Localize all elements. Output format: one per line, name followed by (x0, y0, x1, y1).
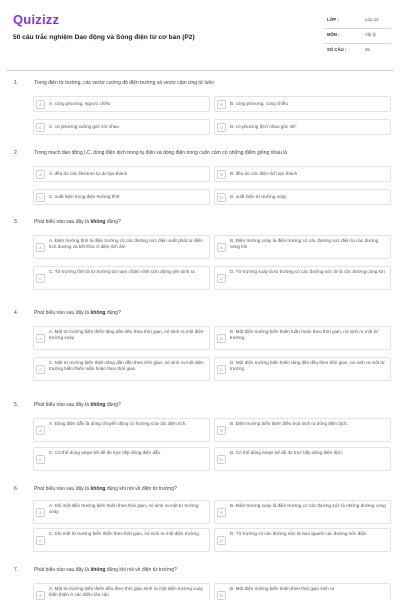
meta-value: Lớp 12 (365, 17, 379, 22)
option-b[interactable] (214, 235, 391, 259)
option-text: A. Điện trường tĩnh là điện trường có các đường sức điện xuất phát từ điện tích dương và kết thúc ở điện tích âm (49, 238, 203, 249)
question-text (34, 567, 177, 573)
option-text: B. Một điện trường biến thiên theo thời gian sinh ra (230, 586, 335, 591)
question-number: 4. (14, 310, 19, 316)
question-text: Trong mạch dao động LC, dòng điện dịch trong tụ điện và dòng điện trong cuộn cảm có những điểm giống nhau là (34, 150, 288, 156)
option-text: C. xuất hiện trong điện trường tĩnh (49, 194, 120, 199)
option-letter: C (36, 455, 45, 464)
question-number: 3. (14, 219, 19, 225)
option-text: D. Một điện trường biến thiên tăng dần đều theo thời gian, nó sinh ra một từ trường (230, 360, 385, 371)
option-text: A. Một từ trường biến thiên đều theo thời gian sinh ra một điện trường xoáy biến thiên ở các điểm lân cận (49, 586, 203, 597)
option-text: D. Có thể dùng ampe kế để đo trực tiếp dòng điện dịch. (230, 450, 344, 455)
option-a[interactable] (33, 166, 210, 182)
meta-value: Vật lý (365, 32, 376, 37)
option-letter: B (217, 170, 226, 179)
option-text: A. đều do các êlectron tự do tạo thành (49, 171, 128, 176)
question-text-end: đúng? (105, 219, 121, 225)
option-a[interactable] (33, 500, 210, 524)
option-text: B. đều do các điện tích tạo thành (230, 171, 298, 176)
question-number: 5. (14, 402, 19, 408)
worksheet-title: 50 câu trắc nghiệm Dao động và Sóng điện từ cơ bản (P2) (13, 34, 195, 41)
option-d[interactable] (214, 528, 391, 552)
question-text: Trong điện từ trường, các vectơ cường độ điện trường và vectơ cảm ứng từ luôn (34, 80, 214, 86)
option-c[interactable] (33, 189, 210, 205)
option-letter: D (217, 123, 226, 132)
meta-row-count (325, 44, 391, 59)
option-a[interactable] (33, 583, 210, 600)
meta-label: SỐ CÂU : (327, 47, 347, 52)
option-text: C. có phương vuông góc với nhau (49, 124, 119, 129)
option-a[interactable] (33, 96, 210, 112)
option-letter: C (36, 123, 45, 132)
option-a[interactable] (33, 326, 210, 350)
option-text: B. cùng phương, cùng chiều (230, 101, 288, 106)
option-b[interactable] (214, 418, 391, 442)
option-letter: B (217, 243, 226, 252)
worksheet-header (0, 0, 400, 70)
meta-label: MÔN : (327, 32, 340, 37)
question-number: 7. (14, 567, 19, 573)
option-text: B. Điện trường xoáy là điện trường có các đường sức điện là các đường cong kín (230, 238, 379, 249)
option-b[interactable] (214, 96, 391, 112)
option-text: B. Điện trường biến thiên điều hoà sinh ra dòng điện dịch. (230, 421, 348, 426)
option-letter: A (36, 591, 45, 600)
meta-row-class (325, 14, 391, 29)
option-text: B. Điện trường xoáy là điện trường có các đường sức là những đường cong (230, 503, 386, 508)
meta-table (325, 14, 391, 59)
option-letter: C (36, 536, 45, 545)
option-b[interactable] (214, 166, 391, 182)
option-letter: B (217, 100, 226, 109)
question-text (34, 402, 121, 408)
header-divider (6, 70, 394, 71)
option-text: C. Khi một từ trường biến thiên theo thời gian, nó sinh ra một điện trường (49, 531, 199, 536)
option-text: A. Dòng điện dẫn là dòng chuyển động có hướng của các điện tích. (49, 421, 187, 426)
option-b[interactable] (214, 583, 391, 600)
option-d[interactable] (214, 189, 391, 205)
question-text-emphasis: không (90, 310, 106, 316)
option-text: D. có phương lệch nhau góc 45⁰ (230, 124, 297, 129)
option-a[interactable] (33, 418, 210, 442)
option-text: A. Một từ trường biến thiên tăng dần đều theo thời gian, nó sinh ra một điện trường xoáy. (49, 329, 204, 340)
option-c[interactable] (33, 119, 210, 135)
option-text: A. Khi một điện trường biến thiên theo thời gian, nó sinh ra một từ trường xoáy (49, 503, 199, 514)
option-text: D. xuất hiện từ trường xoáy (230, 194, 287, 199)
question-text-end: đúng khi nói về điện từ trường? (105, 486, 177, 492)
question-text-emphasis: không (90, 219, 106, 225)
option-letter: B (217, 508, 226, 517)
option-letter: B (217, 426, 226, 435)
option-c[interactable] (33, 266, 210, 290)
question-text-start: Phát biểu nào sau đây là (34, 402, 91, 408)
question-number: 2. (14, 150, 19, 156)
question-text-start: Phát biểu nào sau đây là (34, 486, 91, 492)
option-a[interactable] (33, 235, 210, 259)
question-text-end: đúng khi nói về điện từ trường? (105, 567, 177, 573)
option-text: C. Một từ trường biến thiên tăng dần đều theo thời gian, nó sinh ra một điện trường biến thiên tuần hoàn theo thời gian (49, 360, 204, 371)
meta-value: 25 (365, 47, 370, 52)
option-letter: D (217, 455, 226, 464)
question-number: 6. (14, 486, 19, 492)
option-d[interactable] (214, 447, 391, 471)
question-text-end: đúng? (105, 310, 121, 316)
question-text-end: đúng? (105, 402, 121, 408)
option-text: D. Từ trường có các đường sức từ bao quanh các đường sức điện (230, 531, 367, 536)
option-letter: A (36, 100, 45, 109)
question-text-start: Phát biểu nào sau đây là (34, 567, 91, 573)
option-letter: D (217, 193, 226, 202)
option-letter: C (36, 193, 45, 202)
question-text-emphasis: không (90, 567, 106, 573)
option-letter: D (217, 536, 226, 545)
option-letter: A (36, 508, 45, 517)
option-d[interactable] (214, 266, 391, 290)
option-c[interactable] (33, 357, 210, 381)
option-letter: A (36, 334, 45, 343)
meta-label: LỚP : (327, 17, 339, 22)
question-text-emphasis: không (90, 486, 106, 492)
option-text: B. Một điện trường biến thiên tuần hoàn theo thời gian, nó sinh ra một từ trường. (230, 329, 379, 340)
option-letter: D (217, 274, 226, 283)
option-letter: A (36, 426, 45, 435)
option-letter: A (36, 243, 45, 252)
quizizz-logo: Quizizz (13, 12, 60, 27)
option-text: C. Từ trường tĩnh là từ trường do nam châm vĩnh cửu đứng yên sinh ra (49, 269, 195, 274)
option-b[interactable] (214, 500, 391, 524)
option-d[interactable] (214, 357, 391, 381)
option-letter: D (217, 365, 226, 374)
option-c[interactable] (33, 528, 210, 552)
question-text-start: Phát biểu nào sau đây là (34, 310, 91, 316)
question-text (34, 310, 121, 316)
option-d[interactable] (214, 119, 391, 135)
question-text (34, 486, 177, 492)
question-text (34, 219, 121, 225)
question-text-emphasis: không (90, 402, 106, 408)
option-text: A. cùng phương, ngược chiều (49, 101, 111, 106)
option-letter: B (217, 334, 226, 343)
option-text: D. Từ trường xoáy là từ trường có các đường sức từ là các đường cong kín (230, 269, 385, 274)
option-letter: A (36, 170, 45, 179)
option-text: C. Có thể dùng ampe kế để đo trực tiếp dòng điện dẫn. (49, 450, 162, 455)
option-letter: B (217, 591, 226, 600)
option-c[interactable] (33, 447, 210, 471)
option-letter: C (36, 274, 45, 283)
meta-row-subject (325, 29, 391, 44)
option-b[interactable] (214, 326, 391, 350)
option-letter: C (36, 365, 45, 374)
question-text-start: Phát biểu nào sau đây là (34, 219, 91, 225)
question-number: 1. (14, 80, 19, 86)
